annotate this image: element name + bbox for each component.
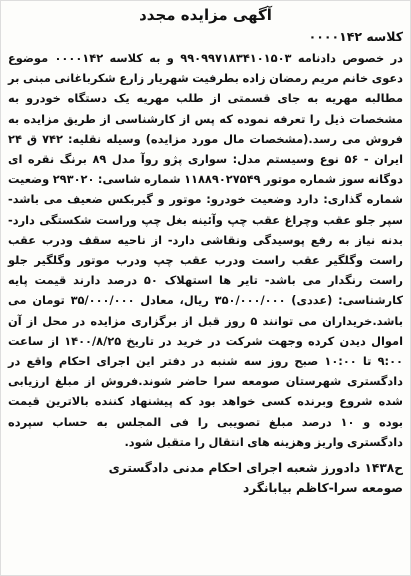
- case-number: کلاسه ۰۰۰۰۱۴۲: [308, 29, 403, 44]
- notice-title: آگهی مزایده مجدد: [139, 6, 272, 24]
- signature-block: [8, 458, 403, 498]
- signature-line-2: صومعه سرا-کاظم بیابانگرد: [242, 481, 403, 496]
- signature-line-1: ح۱۴۳۸ دادورز شعبه اجرای احکام مدنی دادگستری: [108, 461, 403, 476]
- notice-body: در خصوص دادنامه ۹۹۰۹۹۷۱۸۳۴۱۰۱۵۰۳ و به کلاسه ۰۰۰۰۱۴۲ موضوع دعوی خانم مریم رمضان زاده بطرفیت شهریار زارع شکرباغانی مبنی بر مطالبه مهریه به جای قسمتی از طلب مهریه یک دستگاه خودرو به مشخصات ذیل را تعرفه نموده که پس از کارشناسی از طریق مزایده به فروش می رسد.(مشخصات مال مورد مزایده) وسیله نقلیه: ۷۴۲ ق ۲۴ ایران - ۵۶ نوع وسیستم مدل: سواری پژو روآ مدل ۸۹ برنگ نقره ای دوگانه سوز شماره موتور ۱۱۸۸۹۰۲۷۵۴۹ شماره شاسی: ۲۹۳۰۲۰ وضعیت شماره گذاری: دارد وضعیت خودرو: موتور و گیربکس ضعیف می باشد- سپر جلو عقب وچراغ عقب چپ وآئینه بغل چپ وراست شکستگی دارد- بدنه نیاز به رفع پوسیدگی ونقاشی دارد- از ناحیه سقف ودرب عقب راست وگلگیر عقب راست ودرب عقب چپ ودرب موتور وگلگیر جلو راست رنگدار می باشد- تایر ها استهلاک ۵۰ درصد دارند قیمت پایه کارشناسی: (عددی) ۳۵۰/۰۰۰/۰۰۰ ریال، معادل ۳۵/۰۰۰/۰۰۰ تومان می باشد.خریداران می توانند ۵ روز قبل از برگزاری مزایده در محل از آن اموال دیدن کرده وجهت شرکت در خرید در تاریخ ۱۴۰۰/۸/۲۵ از ساعت ۹:۰۰ تا ۱۰:۰۰ صبح روز سه شنبه در دفتر این اجرای احکام واقع در دادگستری شهرستان صومعه سرا حاضر شوند.فروش از مبلغ ارزیابی شده شروع وبرنده کسی خواهد بود که پیشنهاد کننده بالاترین قیمت بوده و ۱۰ درصد مبلغ تصویبی را فی المجلس به حساب سپرده دادگستری واریز وهزینه های انتقال را متقبل شود.: [8, 51, 404, 449]
